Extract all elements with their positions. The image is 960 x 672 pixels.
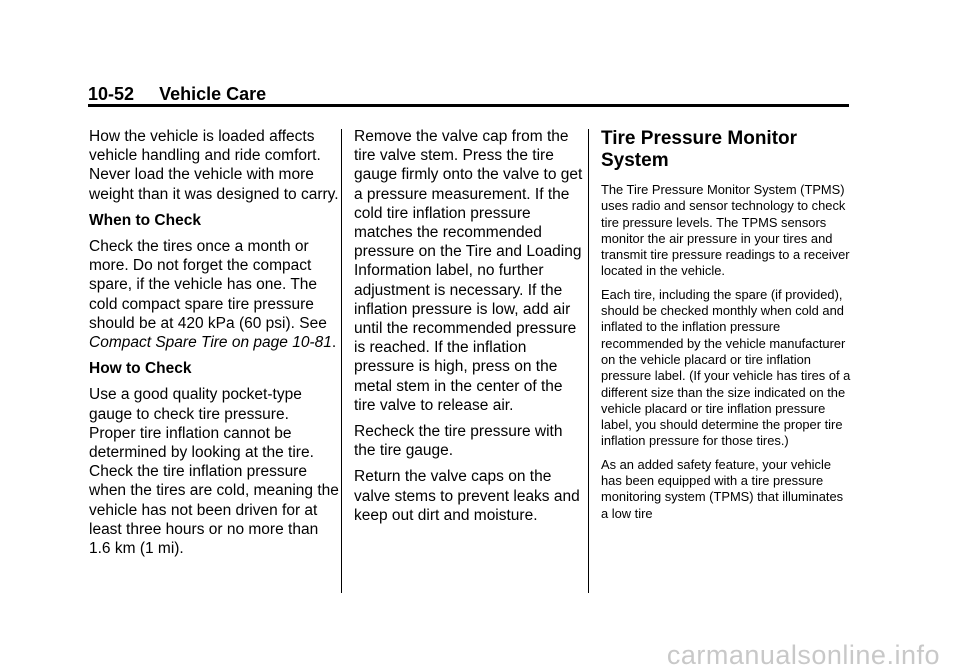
how-to-check-heading: How to Check xyxy=(89,360,192,378)
column-divider-right xyxy=(588,129,589,593)
tpms-check-paragraph: Each tire, including the spare (if provided), should be checked monthly when cold and inflated to the inflation pressure recommended by the vehicle manufacturer on the vehicle placard or tire inflation pressure label. (If your vehicle has tires of a different size than the size indicated on the vehicle placard or tire inflation pressure label, you should determine the proper tire inflation pressure for those tires.) xyxy=(601,286,851,449)
when-to-check-heading: When to Check xyxy=(89,211,201,229)
section-title: Vehicle Care xyxy=(159,84,267,104)
compact-spare-link[interactable]: Compact Spare Tire on page 10-81 xyxy=(89,334,332,352)
column-divider-left xyxy=(341,129,342,593)
watermark: carmanualsonline.info xyxy=(666,640,940,670)
recheck-paragraph: Recheck the tire pressure with the tire gauge. xyxy=(354,423,563,460)
valve-cap-paragraph: Remove the valve cap from the tire valve stem. Press the tire gauge firmly onto the valve to get a pressure measurement. If the cold tire inflation pressure matches the recommended pressure on the Tire and Loading Information label, no further adjustment is necessary. If the inflation pressure is low, add air until the recommended pressure is reached. If the inflation pressure is high, press on the metal stem in the center of the tire valve to release air. xyxy=(354,128,583,414)
how-to-check-paragraph: Use a good quality pocket-type gauge to check tire pressure. Proper tire inflation cannot be determined by looking at the tire. Check the tire inflation pressure when the tires are cold, meaning the vehicle has not been driven for at least three hours or no more than 1.6 km (1 mi). xyxy=(89,386,339,558)
when-to-check-end: . xyxy=(331,334,337,352)
tpms-safety-paragraph: As an added safety feature, your vehicle has been equipped with a tire pressure monitoring system (TPMS) that illuminates a low tire xyxy=(601,456,844,521)
tpms-intro-paragraph: The Tire Pressure Monitor System (TPMS) uses radio and sensor technology to check tire pressure levels. The TPMS sensors monitor the air pressure in your tires and transmit tire pressure readings to a receiver located in the vehicle. xyxy=(601,182,850,279)
page-header xyxy=(88,83,266,105)
when-to-check-text: Check the tires once a month or more. Do not forget the compact spare, if the vehicle has one. The cold compact spare tire pressure should be at 420 kPa (60 psi). See xyxy=(89,238,327,332)
when-to-check-paragraph xyxy=(89,237,339,352)
tpms-heading: Tire Pressure Monitor System xyxy=(601,128,798,171)
column-right xyxy=(601,128,853,529)
return-caps-paragraph: Return the valve caps on the valve stems to prevent leaks and keep out dirt and moisture. xyxy=(354,468,580,524)
loading-paragraph: How the vehicle is loaded affects vehicle handling and ride comfort. Never load the vehicle with more weight than it was designed to carry. xyxy=(89,128,339,203)
page-number: 10-52 xyxy=(88,84,135,104)
column-left xyxy=(89,127,339,565)
column-middle xyxy=(354,127,586,532)
header-rule xyxy=(88,104,849,107)
